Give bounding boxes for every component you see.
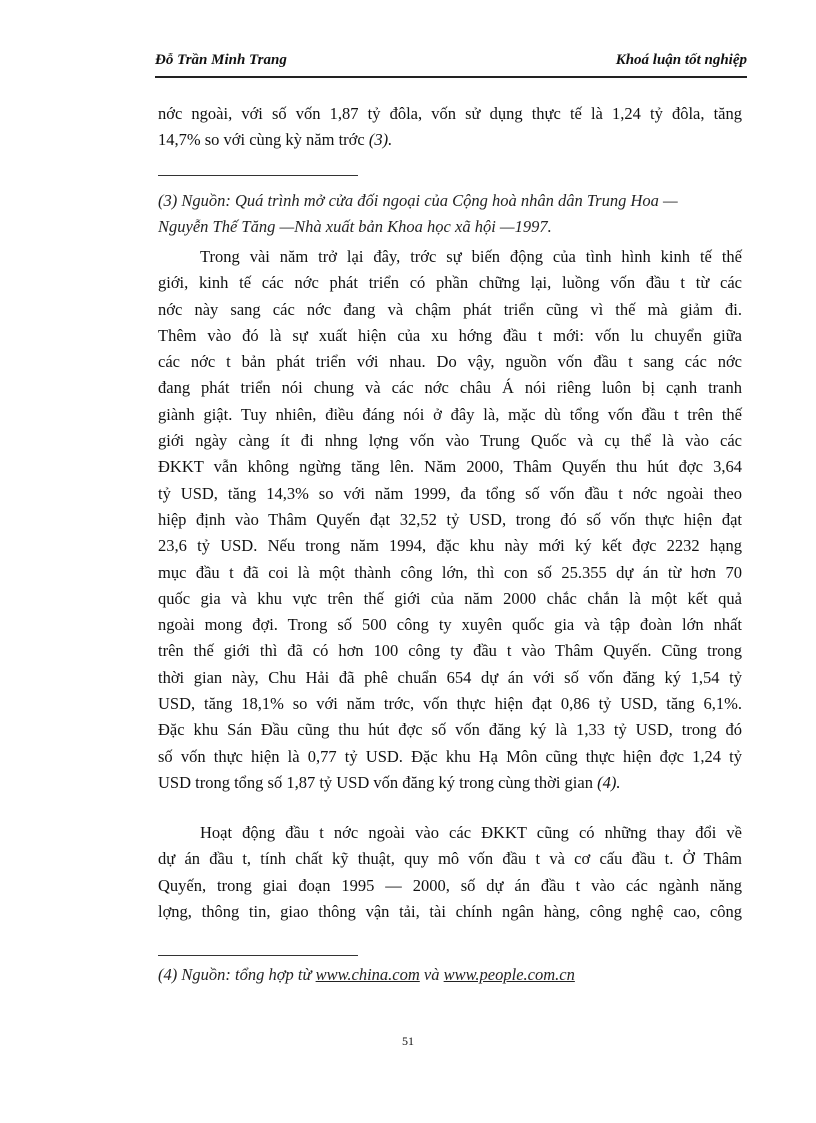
header-rule: [155, 76, 747, 78]
text-line: Đặc khu Sán Đầu cũng thu hút đợc số vốn đăng ký là 1,33 tỷ USD, trong đó: [158, 720, 742, 740]
text-line: số vốn thực hiện là 0,77 tỷ USD. Đặc khu Hạ Môn cũng thực hiện đợc 1,24 tỷ: [158, 746, 742, 766]
text-line: dự án đầu t, tính chất kỹ thuật, quy mô vốn đầu t và cơ cấu đầu t. Ở Thâm: [158, 849, 742, 869]
text-span: USD trong tổng số 1,87 tỷ USD vốn đăng ký trong cùng thời gian: [158, 772, 593, 792]
text-line: hiệp định vào Thâm Quyến đạt 32,52 tỷ USD, trong đó số vốn thực hiện đạt: [158, 509, 742, 529]
header-author: Đỗ Trần Minh Trang: [155, 52, 287, 68]
text-span: 14,7% so với cùng kỳ năm trớc: [158, 130, 365, 150]
text-line: Thêm vào đó là sự xuất hiện của xu hớng đầu t mới: vốn lu chuyển giữa: [158, 325, 742, 345]
text-line: [158, 127, 742, 153]
text-line: quốc gia và khu vực trên thế giới của năm 2000 chắc chắn là một kết quả: [158, 588, 742, 608]
paragraph-2: [158, 820, 742, 925]
footnote-line: Nguyễn Thế Tăng —Nhà xuất bản Khoa học xã hội —1997.: [158, 217, 552, 236]
page-number: 51: [402, 1034, 414, 1048]
footnote-line: (3) Nguồn: Quá trình mở cửa đối ngoại của Cộng hoà nhân dân Trung Hoa —: [158, 191, 678, 210]
text-line: nớc ngoài, với số vốn 1,87 tỷ đôla, vốn sử dụng thực tế là 1,24 tỷ đôla, tăng: [158, 104, 742, 123]
text-line: tỷ USD, tăng 14,3% so với năm 1999, đa tổng số vốn đầu t nớc ngoài theo: [158, 483, 742, 503]
text-line: các nớc t bản phát triển với nhau. Do vậy, nguồn vốn đầu t sang các nớc: [158, 352, 742, 372]
text-line: ĐKKT vẫn không ngừng tăng lên. Năm 2000, Thâm Quyến thu hút đợc 3,64: [158, 457, 742, 477]
text-line: Trong vài năm trở lại đây, trớc sự biến động của tình hình kinh tế thế: [200, 247, 742, 266]
text-line: trên thế giới thì đã có hơn 100 công ty đầu t vào Thâm Quyến. Cũng trong: [158, 641, 742, 661]
text-line: 23,6 tỷ USD. Nếu trong năm 1994, đặc khu này mới ký kết đợc 2232 hạng: [158, 536, 742, 556]
intro-paragraph: [158, 101, 742, 154]
text-line: đang phát triển nói chung và các nớc châu Á nói riêng luôn bị cạnh tranh: [158, 378, 742, 398]
footnote-3: [158, 188, 752, 240]
text-line: giới ngày càng ít đi nhng lợng vốn vào Trung Quốc và cụ thể là vào các: [158, 431, 742, 451]
text-line: giới, kinh tế các nớc phát triển có phần chững lại, luồng vốn đầu t từ các: [158, 273, 742, 293]
link-china[interactable]: www.china.com: [315, 965, 420, 984]
text-line: Hoạt động đầu t nớc ngoài vào các ĐKKT cũng có những thay đổi về: [200, 823, 742, 842]
text-line: [158, 770, 742, 796]
footnote-prefix: (4) Nguồn: tổng hợp từ: [158, 965, 312, 984]
text-line: ngoài mong đợi. Trong số 500 công ty xuyên quốc gia và tập đoàn lớn nhất: [158, 615, 742, 635]
footnote-ref: (3).: [368, 130, 393, 150]
footnote-line: [158, 962, 742, 988]
footnote-separator: [158, 955, 358, 956]
footnote-separator: [158, 175, 358, 176]
text-line: Quyến, trong giai đoạn 1995 — 2000, số dự án đầu t vào các ngành năng: [158, 875, 742, 895]
text-line: lợng, thông tin, giao thông vận tải, tài chính ngân hàng, công nghệ cao, công: [158, 901, 742, 921]
paragraph-1: [158, 244, 742, 796]
footnote-ref: (4).: [597, 772, 621, 792]
footnote-and: và: [423, 965, 440, 984]
header-title: Khoá luận tốt nghiệp: [615, 52, 747, 68]
text-line: giành giật. Tuy nhiên, điều đáng nói ở đây là, mặc dù tổng vốn đầu t trên thế: [158, 404, 742, 424]
link-people[interactable]: www.people.com.cn: [443, 965, 575, 984]
text-line: mục đầu t đã coi là một thành công lớn, thì con số 25.355 dự án từ hơn 70: [158, 562, 742, 582]
text-line: thời gian này, Chu Hải đã phê chuẩn 654 dự án với số vốn đăng ký 1,54 tỷ: [158, 667, 742, 687]
text-line: nớc này sang các nớc đang và chậm phát triển cũng vì thế mà giảm đi.: [158, 299, 742, 319]
text-line: USD, tăng 18,1% so với năm trớc, vốn thực hiện đạt 0,86 tỷ USD, tăng 6,1%.: [158, 694, 742, 714]
footnote-4: [158, 962, 742, 988]
page-header: [155, 52, 747, 78]
